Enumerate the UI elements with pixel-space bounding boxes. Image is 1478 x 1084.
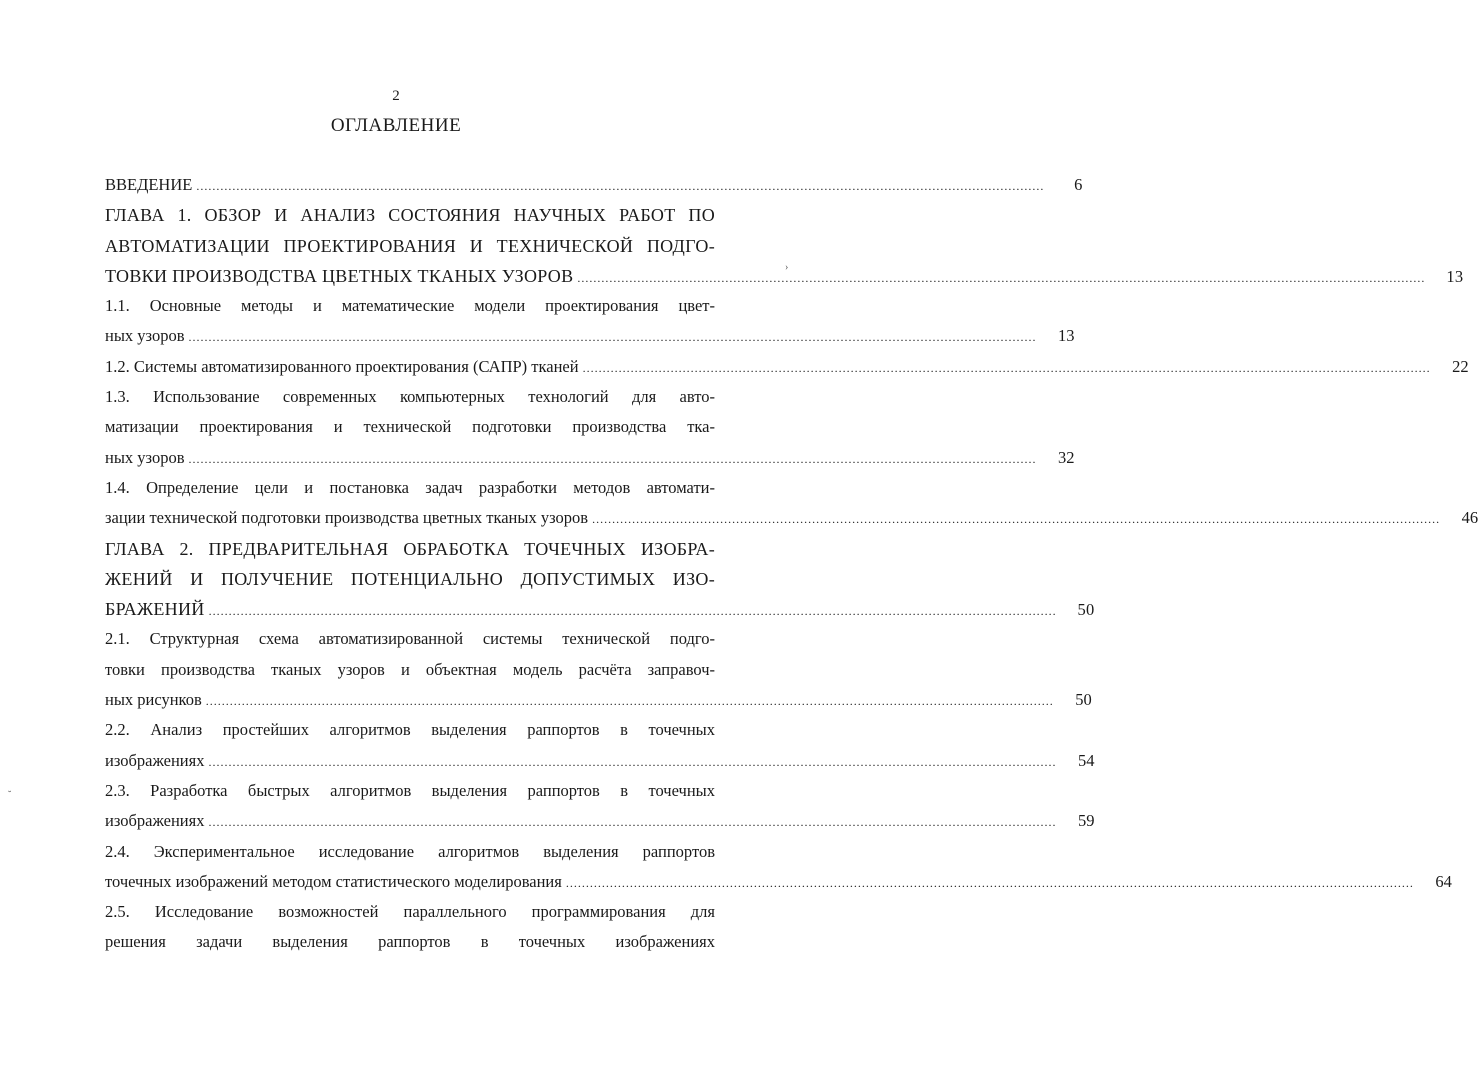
toc-entry-text: ЖЕНИЙ И ПОЛУЧЕНИЕ ПОТЕНЦИАЛЬНО ДОПУСТИМЫХ ИЗО- xyxy=(105,568,715,589)
toc-entry-2-3 xyxy=(105,776,1095,837)
toc-page-number: 6 xyxy=(1074,175,1083,194)
toc-entry-text: ТОВКИ ПРОИЗВОДСТВА ЦВЕТНЫХ ТКАНЫХ УЗОРОВ xyxy=(105,265,574,286)
toc-entry-2-2 xyxy=(105,715,1095,776)
toc-entry-text: АВТОМАТИЗАЦИИ ПРОЕКТИРОВАНИЯ И ТЕХНИЧЕСКОЙ ПОДГО- xyxy=(105,235,715,256)
toc-entry-text: 1.1. Основные методы и математические модели проектирования цвет- xyxy=(105,296,715,316)
toc-page-number: 22 xyxy=(1452,356,1469,376)
toc-entry-2-1 xyxy=(105,624,1092,715)
toc-entry-text: 1.4. Определение цели и постановка задач разработки методов автомати- xyxy=(105,477,715,497)
toc-entry-text: решения задачи выделения раппортов в точечных изображениях xyxy=(105,932,715,952)
toc-entry-text: товки производства тканых узоров и объектная модель расчёта заправоч- xyxy=(105,659,715,679)
toc-entry-text: ных узоров xyxy=(105,447,185,467)
toc-entry-text: матизации проектирования и технической подготовки производства тка- xyxy=(105,417,715,437)
toc-entry-1-1 xyxy=(105,291,1075,352)
toc-entry-text: точечных изображений методом статистического моделирования xyxy=(105,871,562,891)
toc-page-number: 50 xyxy=(1077,600,1095,620)
dot-leader: .................................................................................................................................................................................................................... xyxy=(188,330,1037,345)
toc-entry-text: изображениях xyxy=(105,750,205,770)
toc-entry-text: ных узоров xyxy=(105,326,185,346)
dot-leader: .................................................................................................................................................................................................................... xyxy=(208,815,1057,830)
toc-entry-text: ГЛАВА 1. ОБЗОР И АНАЛИЗ СОСТОЯНИЯ НАУЧНЫХ РАБОТ ПО xyxy=(105,205,715,226)
dot-leader: .................................................................................................................................................................................................................... xyxy=(188,451,1037,466)
toc-page-number: 46 xyxy=(1461,508,1478,528)
toc-entry-text: 1.2. Системы автоматизированного проектирования (САПР) тканей xyxy=(105,356,579,376)
toc-page-number: 54 xyxy=(1077,750,1095,770)
dot-leader: .................................................................................................................................................................................................................... xyxy=(205,694,1054,709)
toc-entry-chapter-1 xyxy=(105,200,1464,291)
toc-entry-2-4 xyxy=(105,837,1452,898)
dot-leader: .................................................................................................................................................................................................................... xyxy=(577,270,1426,285)
toc-entry-text: ных рисунков xyxy=(105,690,202,710)
toc-entry-text: изображениях xyxy=(105,811,205,831)
scan-speck-mark: › xyxy=(785,262,789,273)
toc-entry-1-3 xyxy=(105,382,1075,473)
dot-leader: .................................................................................................................................................................................................................... xyxy=(565,875,1414,890)
toc-entry-text: зации технической подготовки производства цветных тканых узоров xyxy=(105,508,589,528)
toc-entry-text: 2.4. Экспериментальное исследование алгоритмов выделения раппортов xyxy=(105,841,715,861)
toc-entry-text: ГЛАВА 2. ПРЕДВАРИТЕЛЬНАЯ ОБРАБОТКА ТОЧЕЧНЫХ ИЗОБРА- xyxy=(105,538,715,559)
dot-leader: .................................................................................................................................................................................................................... xyxy=(208,604,1057,619)
dot-leader: .................................................................................................................................................................................................................... xyxy=(592,512,1441,527)
scan-speck-mark: ˘ xyxy=(8,790,12,801)
toc-page-number: 50 xyxy=(1075,690,1092,710)
toc-entry-text: 2.5. Исследование возможностей параллельного программирования для xyxy=(105,902,715,922)
toc-page-number: 64 xyxy=(1435,871,1452,891)
toc-page-number: 13 xyxy=(1446,266,1464,286)
table-of-contents xyxy=(105,170,1478,958)
toc-page-number: 32 xyxy=(1058,447,1075,467)
toc-page-number: 59 xyxy=(1077,811,1095,831)
toc-entry-text: 2.3. Разработка быстрых алгоритмов выделения раппортов в точечных xyxy=(105,780,715,800)
page-number: 2 xyxy=(392,88,400,104)
toc-entry-1-4 xyxy=(105,473,1478,534)
page-title: ОГЛАВЛЕНИЕ xyxy=(330,115,462,136)
toc-entry-2-5 xyxy=(105,897,715,958)
dot-leader: .................................................................................................................................................................................................................... xyxy=(208,754,1057,769)
toc-entry-chapter-2 xyxy=(105,534,1095,625)
toc-entry-text: ВВЕДЕНИЕ xyxy=(105,175,193,194)
dot-leader: .................................................................................................................................................................................................................... xyxy=(582,360,1431,375)
toc-page-number: 13 xyxy=(1058,326,1075,346)
toc-entry-text: 2.1. Структурная схема автоматизированной системы технической подго- xyxy=(105,629,715,649)
toc-entry-intro xyxy=(105,170,1083,200)
toc-entry-text: 2.2. Анализ простейших алгоритмов выделения раппортов в точечных xyxy=(105,720,715,740)
dot-leader: .................................................................................................................................................................................................................... xyxy=(196,179,1045,193)
toc-entry-text: 1.3. Использование современных компьютерных технологий для авто- xyxy=(105,387,715,407)
toc-entry-text: БРАЖЕНИЙ xyxy=(105,599,205,620)
toc-entry-1-2 xyxy=(105,352,1469,382)
